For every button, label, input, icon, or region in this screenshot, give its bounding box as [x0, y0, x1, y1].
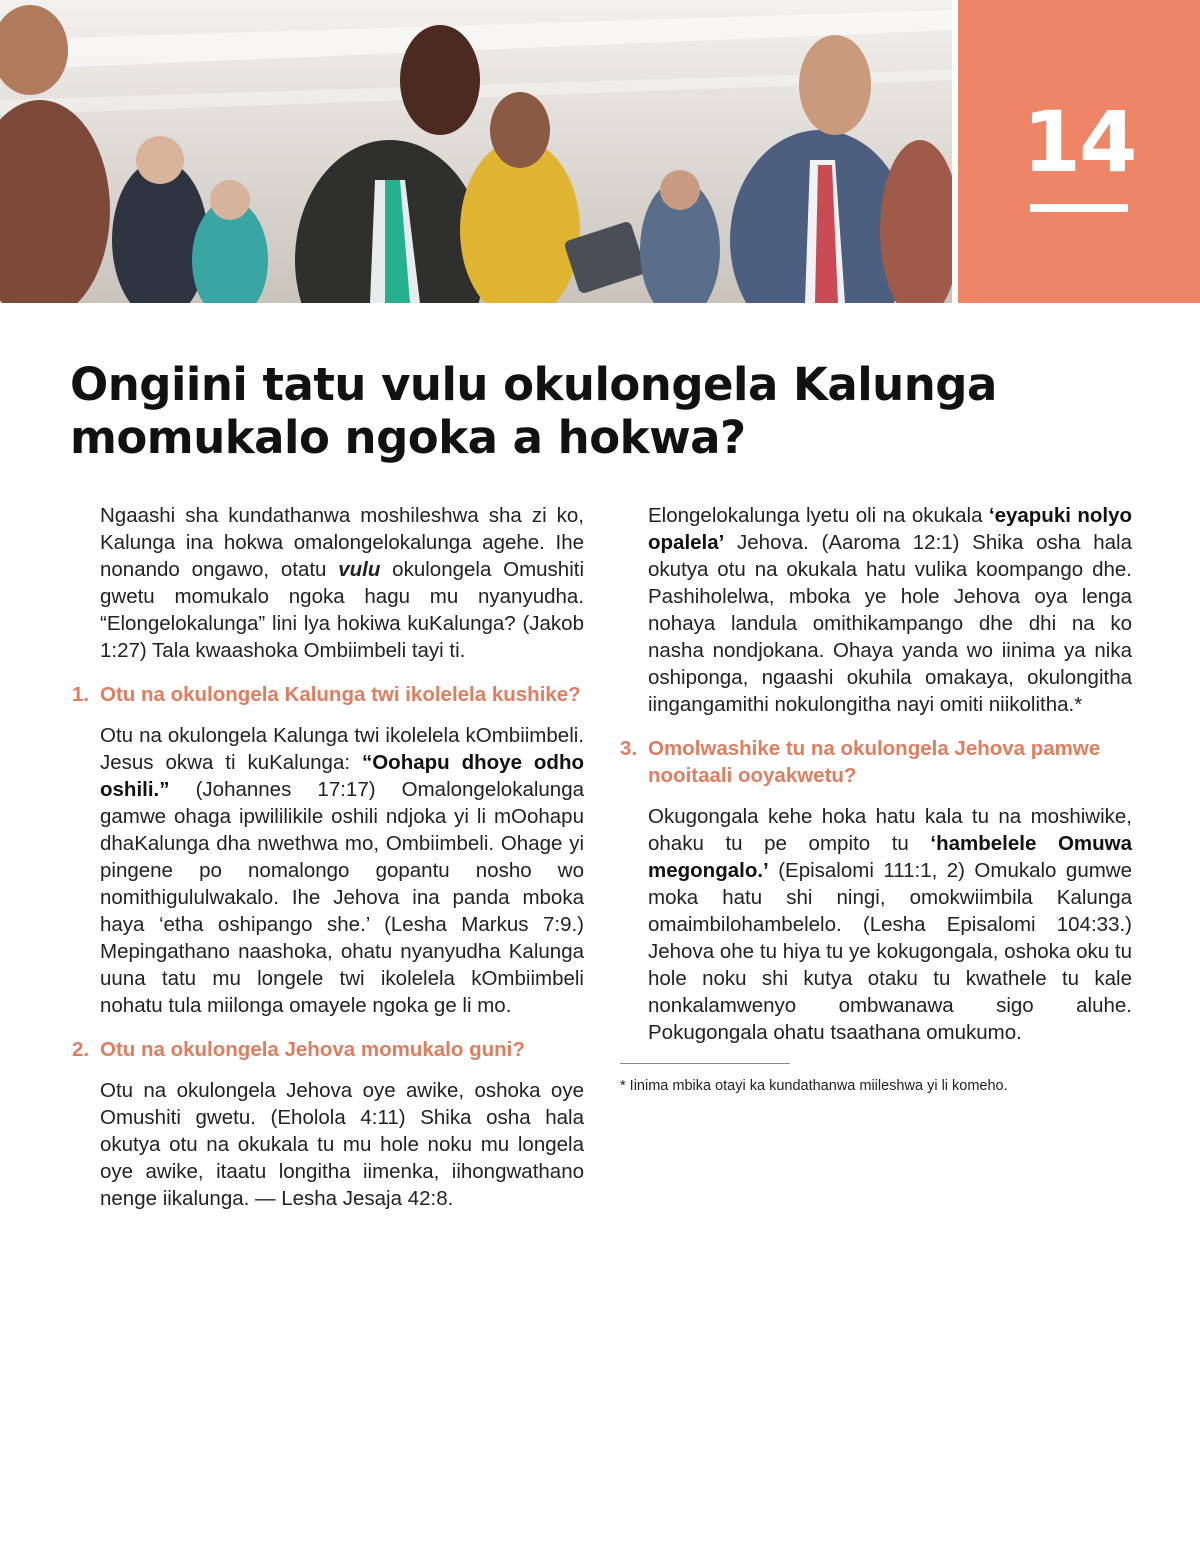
- answer-2-paragraph-1: Otu na okulongela Jehova oye awike, oshoka oye Omushiti gwetu. (Eholola 4:11) Shika osha hala okutya otu na okukala tu mu hole noku mu longela oye awike, itaatu longitha iimenka, iihongwathano nenge iikalunga. — Lesha Jesaja 42:8.: [100, 1079, 584, 1210]
- page-title: Ongiini tatu vulu okulongela Kalunga momukalo ngoka a hokwa?: [70, 358, 997, 464]
- lesson-number: 14: [1022, 93, 1136, 191]
- question-3: 3. Omolwashike tu na okulongela Jehova pamwe nooitaali ooyakwetu?: [620, 737, 1101, 787]
- answer-1-paragraph: Otu na okulongela Kalunga twi ikolelela kOmbiimbeli. Jesus okwa ti kuKalunga: “Oohapu dhoye odho oshili.” (Johannes 17:17) Omalongelokalunga gamwe ohaga ipwililikile oshili ndjoka yi li mOohapu dhaKalunga dha nwethwa mo, Ombiimbeli. Ohage yi pingene po nomalongo gopantu nosho wo nomithigululwakalo. Ihe Jehova ina panda mboka haya ‘etha oshipango she.’ (Lesha Markus 7:9.) Mepingathano naashoka, ohatu nyanyudha Kalunga uuna tatu mu longele twi ikolelela kOmbiimbeli nohatu tula miilonga omayele ngoka ge li mo.: [100, 724, 584, 1017]
- question-1: 1. Otu na okulongela Kalunga twi ikolelela kushike?: [72, 683, 581, 706]
- answer-2-paragraph-2: Elongelokalunga lyetu oli na okukala ‘eyapuki nolyo opalela’ Jehova. (Aaroma 12:1) Shika osha hala okutya otu na okukala hatu vulika koompango dhe. Pashiholelwa, mboka ye hole Jehova oya lenga nohaya landula omithikampango dhe dhi na ko nasha nondjokana. Ohaya yanda wo iinima ya nika oshiponga, ngaashi okuhila omakaya, okulongitha iingangamithi nokulongitha nayi omiti niikolitha.*: [648, 504, 1132, 716]
- left-column: [72, 502, 584, 1229]
- intro-paragraph: Ngaashi sha kundathanwa moshileshwa sha zi ko, Kalunga ina hokwa omalongelokalunga agehe. Ihe nonando ongawo, otatu vulu okulongela Omushiti gwetu momukalo ngoka hagu mu nyanyudha. “Elongelokalunga” lini lya hokiwa kuKalunga? (Jakob 1:27) Tala kwaashoka Ombiimbeli tayi ti.: [100, 504, 585, 662]
- question-2: 2. Otu na okulongela Jehova momukalo guni?: [72, 1038, 525, 1061]
- answer-3-paragraph: Okugongala kehe hoka hatu kala tu na moshiwike, ohaku tu pe ompito tu ‘hambelele Omuwa megongalo.’ (Episalomi 111:1, 2) Omukalo gumwe moka hatu shi ningi, omokwiimbila Kalunga omaimbilohambelelo. (Lesha Episalomi 104:33.) Jehova ohe tu hiya tu ye kokugongala, oshoka oku tu hole noku shi kutya otaku tu kwathele tu kale nonkalamwenyo ombwanawa sigo aluhe. Pokugongala ohatu tsaathana omukumo.: [648, 805, 1132, 1044]
- right-column: [620, 502, 1132, 1096]
- footnote: * Iinima mbika otayi ka kundathanwa miileshwa yi li komeho.: [620, 1078, 1008, 1094]
- footnote-divider: [620, 1063, 790, 1064]
- lesson-number-underline: [1030, 204, 1128, 212]
- emphasis-vulu: vulu: [338, 558, 381, 581]
- lesson-number-box: [958, 0, 1200, 303]
- header-photo: [0, 0, 952, 303]
